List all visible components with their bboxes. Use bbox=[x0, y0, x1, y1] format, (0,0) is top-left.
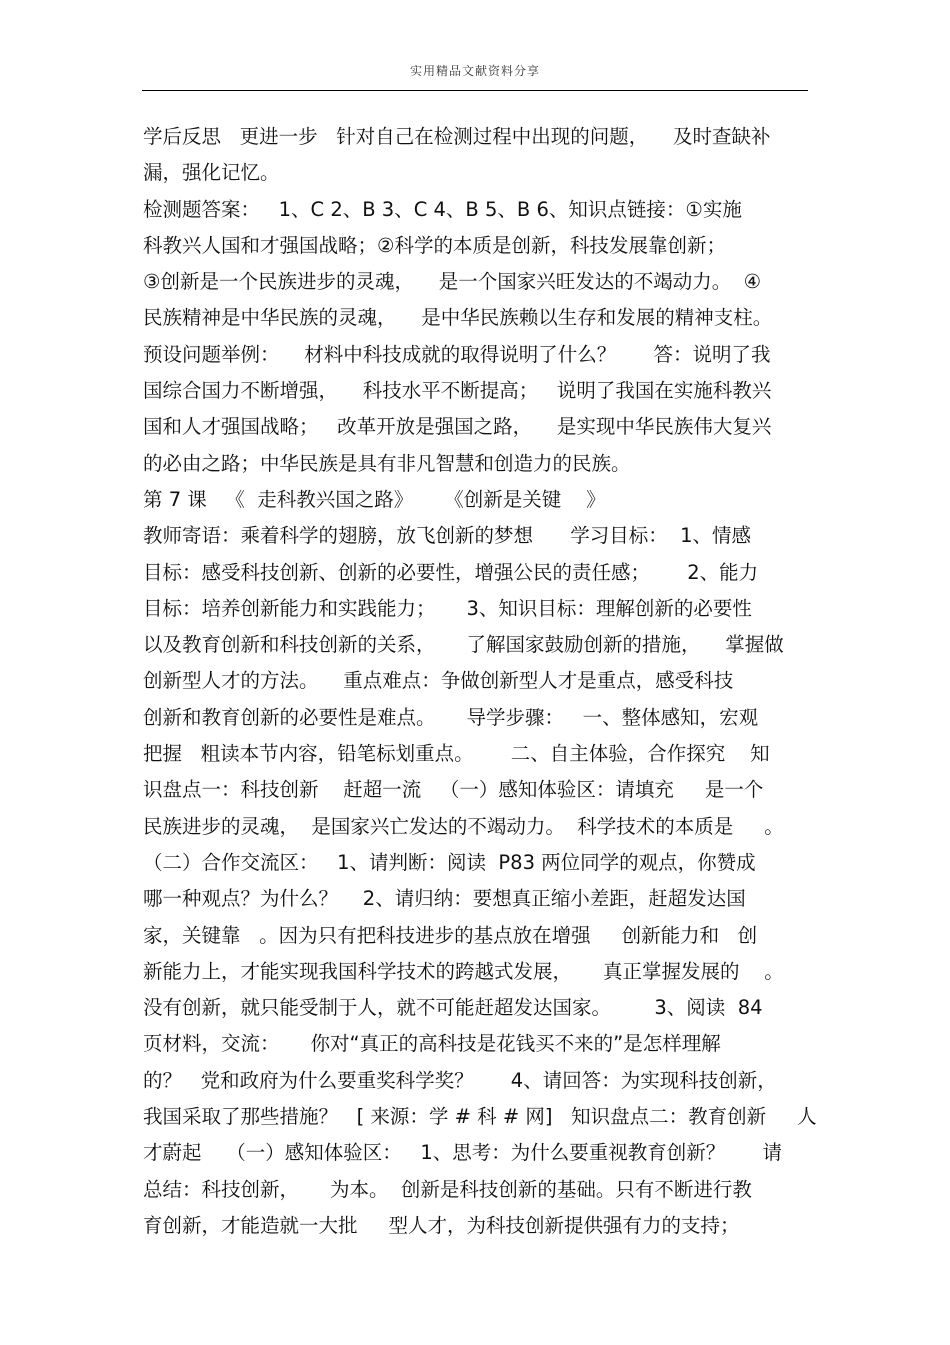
page-header-title: 实用精品文献资料分享 bbox=[409, 64, 540, 78]
text-line: 民族精神是中华民族的灵魂， 是中华民族赖以生存和发展的精神支柱。 bbox=[143, 306, 773, 330]
text-line: 创新和教育创新的必要性是难点。 导学步骤： 一、整体感知，宏观 bbox=[143, 705, 759, 729]
text-line: 创新型人才的方法。 重点难点：争做创新型人才是重点，感受科技 bbox=[143, 669, 734, 693]
text-line: 第 7 课 《 走科教兴国之路》 《创新是关键 》 bbox=[143, 487, 606, 511]
header-rule bbox=[142, 90, 808, 91]
text-line: 民族进步的灵魂， 是国家兴亡发达的不竭动力。 科学技术的本质是 。 bbox=[143, 814, 784, 838]
text-line: 漏，强化记忆。 bbox=[143, 161, 280, 185]
text-line: 没有创新，就只能受制于人，就不可能赶超发达国家。 3、阅读 84 bbox=[143, 996, 763, 1020]
text-line: 国综合国力不断增强， 科技水平不断提高； 说明了我国在实施科教兴 bbox=[143, 379, 772, 403]
text-line: 检测题答案： 1、C 2、B 3、C 4、B 5、B 6、知识点链接：①实施 bbox=[143, 197, 742, 221]
text-line: 科教兴人国和才强国战略；②科学的本质是创新，科技发展靠创新； bbox=[143, 233, 726, 257]
text-line: 的？ 党和政府为什么要重奖科学奖？ 4、请回答：为实现科技创新， bbox=[143, 1068, 777, 1092]
text-line: 的必由之路；中华民族是具有非凡智慧和创造力的民族。 bbox=[143, 451, 631, 475]
text-line: 页材料，交流： 你对“真正的高科技是花钱买不来的”是怎样理解 bbox=[143, 1032, 721, 1056]
text-line: 学后反思 更进一步 针对自己在检测过程中出现的问题， 及时查缺补 bbox=[143, 125, 771, 148]
text-line: 育创新，才能造就一大批 型人才，为科技创新提供强有力的支持； bbox=[143, 1213, 740, 1237]
text-line: ③创新是一个民族进步的灵魂， 是一个国家兴旺发达的不竭动力。 ④ bbox=[143, 270, 762, 294]
text-line: 总结：科技创新， 为本。 创新是科技创新的基础。只有不断进行教 bbox=[143, 1177, 752, 1201]
text-line: 哪一种观点？为什么？ 2、请归纳：要想真正缩小差距，赶超发达国 bbox=[143, 887, 746, 911]
text-line: 我国采取了那些措施？ [ 来源：学 # 科 # 网] 知识盘点二：教育创新 人 bbox=[143, 1105, 817, 1129]
text-line: 预设问题举例： 材料中科技成就的取得说明了什么？ 答：说明了我 bbox=[143, 342, 771, 366]
text-line: 家，关键靠 。因为只有把科技进步的基点放在增强 创新能力和 创 bbox=[143, 923, 758, 947]
text-line: 以及教育创新和科技创新的关系， 了解国家鼓励创新的措施， 掌握做 bbox=[143, 633, 784, 657]
text-line: 目标：培养创新能力和实践能力； 3、知识目标：理解创新的必要性 bbox=[143, 596, 752, 620]
text-line: 才蔚起 （一）感知体验区： 1、思考：为什么要重视教育创新？ 请 bbox=[143, 1141, 782, 1165]
text-line: 国和人才强国战略； 改革开放是强国之路， 是实现中华民族伟大复兴 bbox=[143, 415, 772, 439]
text-line: 新能力上，才能实现我国科学技术的跨越式发展， 真正掌握发展的 。 bbox=[143, 959, 784, 983]
text-line: 识盘点一：科技创新 赶超一流 （一）感知体验区：请填充 是一个 bbox=[143, 778, 764, 802]
document-body bbox=[143, 119, 817, 1244]
text-line: 教师寄语：乘着科学的翅膀，放飞创新的梦想 学习目标： 1、情感 bbox=[143, 524, 751, 548]
text-line: 把握 粗读本节内容，铅笔标划重点。 二、自主体验，合作探究 知 bbox=[143, 742, 770, 766]
text-line: 目标：感受科技创新、创新的必要性，增强公民的责任感； 2、能力 bbox=[143, 560, 759, 584]
text-line: （二）合作交流区： 1、请判断：阅读 P83 两位同学的观点，你赞成 bbox=[143, 850, 756, 874]
